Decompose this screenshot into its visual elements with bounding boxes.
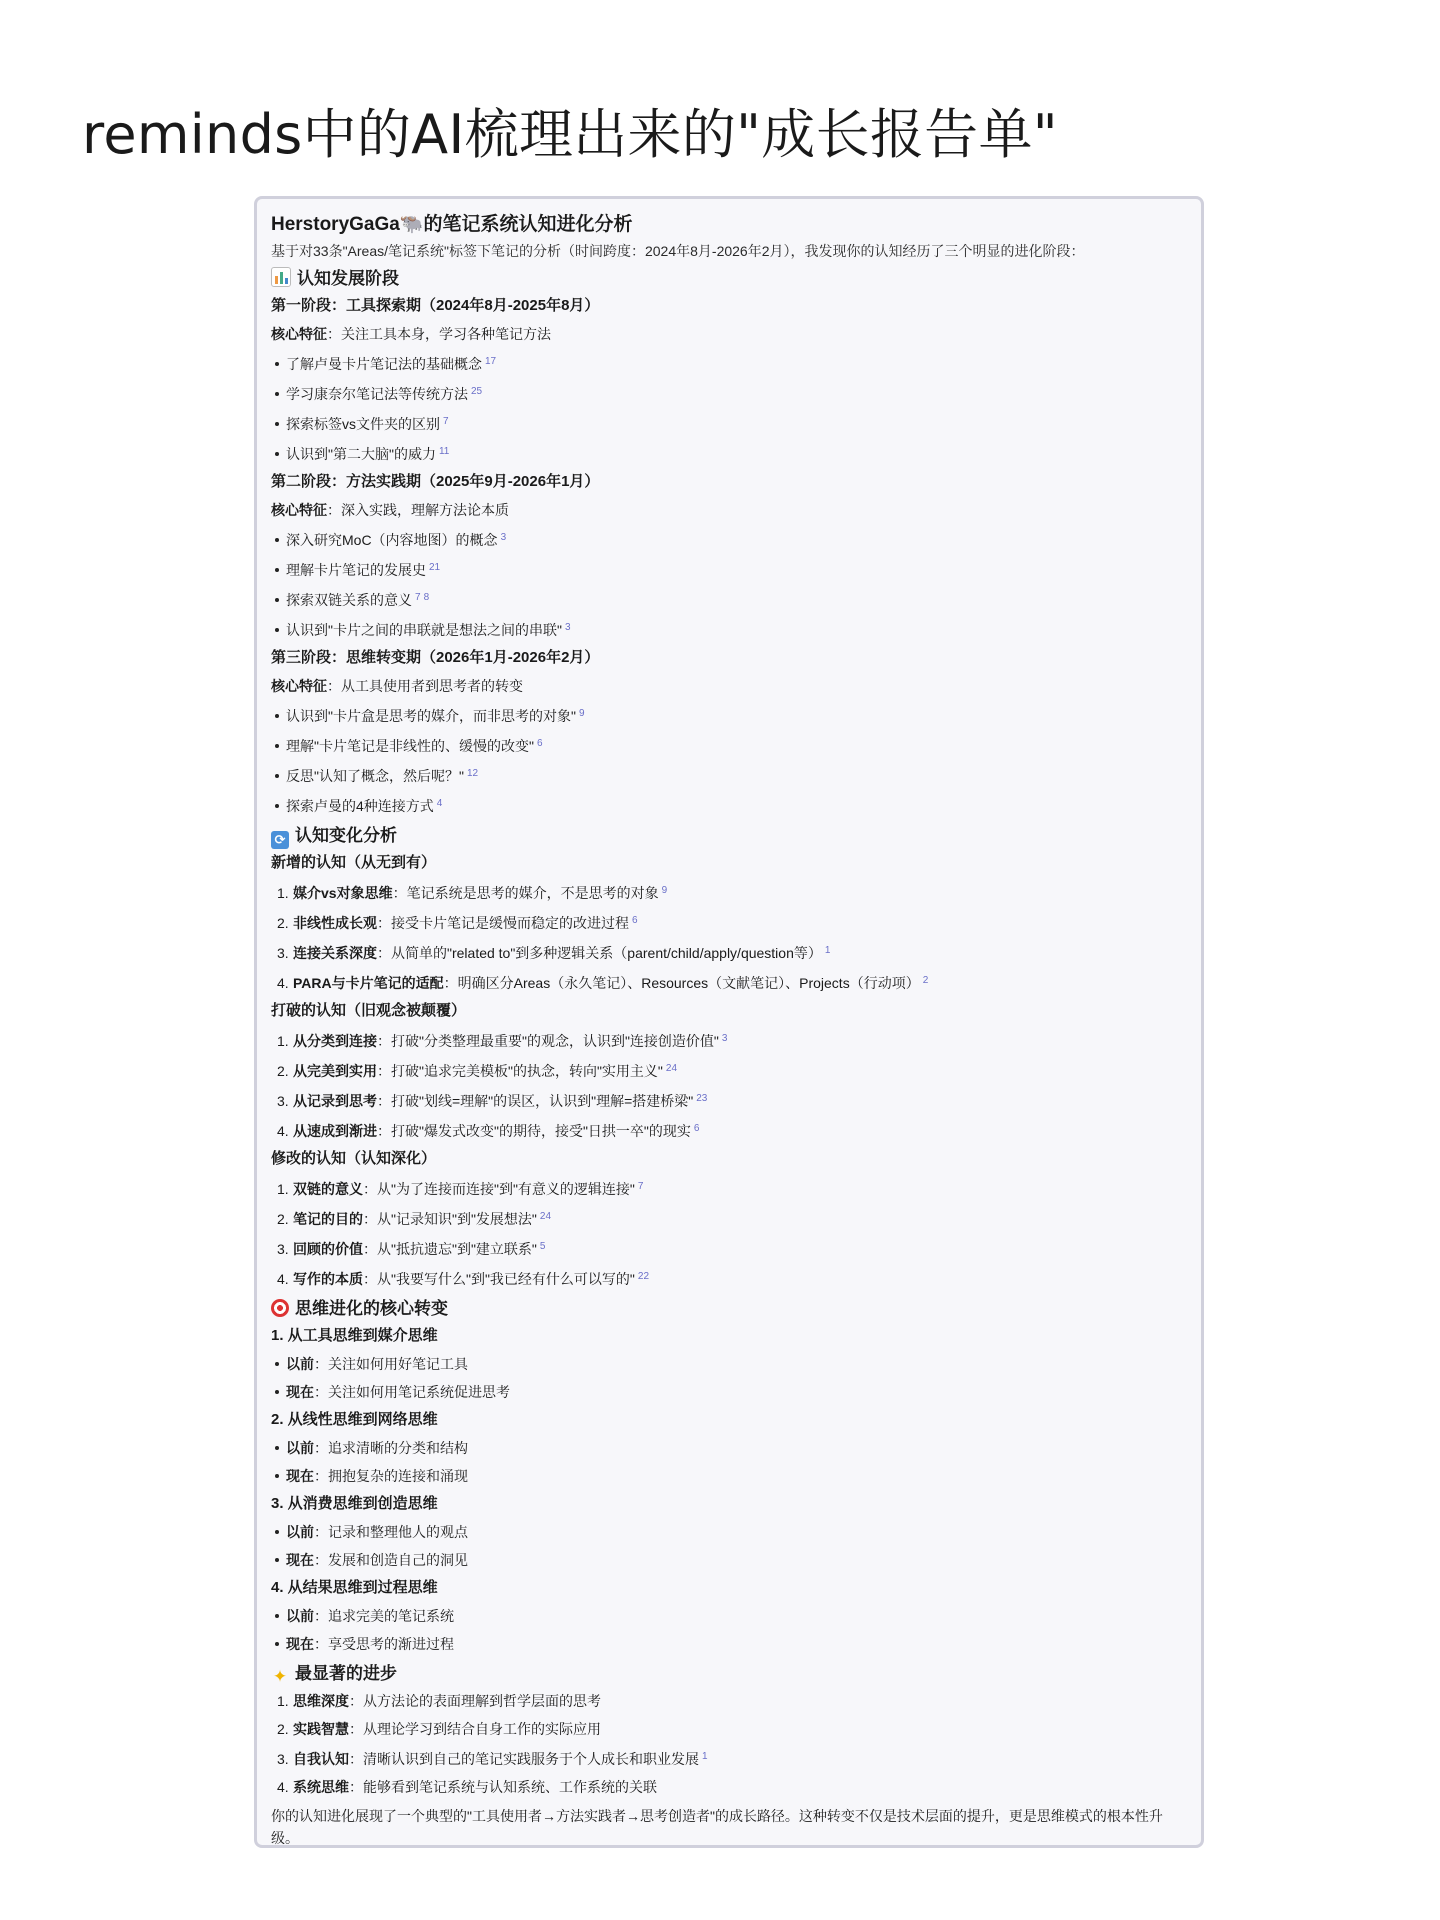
citation-ref[interactable]: 21 bbox=[429, 562, 441, 573]
page-title: reminds中的AI梳理出来的"成长报告单" bbox=[82, 103, 1058, 166]
stage1-title: 第一阶段：工具探索期（2024年8月-2025年8月） bbox=[271, 297, 600, 314]
list-item: 反思"认知了概念，然后呢？" $^{12}$ bbox=[271, 760, 1187, 790]
citation-ref[interactable]: 12 bbox=[466, 768, 479, 779]
stage2-feature: 核心特征：深入实践，理解方法论本质 bbox=[271, 502, 509, 518]
list-item: 以前：追求完美的笔记系统 bbox=[271, 1602, 1187, 1630]
list-item: 深入研究MoC（内容地图）的概念 $^3$ bbox=[271, 524, 1187, 554]
citation-ref[interactable]: 24 bbox=[665, 1063, 678, 1074]
list-item: 现在：享受思考的渐进过程 bbox=[271, 1630, 1187, 1658]
citation-ref[interactable]: 8 bbox=[423, 592, 430, 603]
list-item: 理解"卡片笔记是非线性的、缓慢的改变" $^6$ bbox=[271, 730, 1187, 760]
chart-icon bbox=[271, 267, 291, 287]
citation-ref[interactable]: 9 bbox=[661, 885, 668, 896]
list-item: 认识到"卡片盒是思考的媒介，而非思考的对象" $^9$ bbox=[271, 700, 1187, 730]
list-item: 4. PARA与卡片笔记的适配：明确区分Areas（永久笔记）、Resources（文献笔记）、Projects（行动项） $^2$ bbox=[277, 975, 929, 991]
list-item: 2. 笔记的目的：从"记录知识"到"发展想法" $^{24}$ bbox=[277, 1211, 552, 1227]
list-item: 理解卡片笔记的发展史 $^{21}$ bbox=[271, 554, 1187, 584]
list-item: 1. 思维深度：从方法论的表面理解到哲学层面的思考 bbox=[277, 1693, 601, 1709]
list-item: 1. 媒介vs对象思维：笔记系统是思考的媒介，不是思考的对象 $^9$ bbox=[277, 885, 668, 901]
list-item: 以前：追求清晰的分类和结构 bbox=[271, 1434, 1187, 1462]
citation-ref[interactable]: 3 bbox=[721, 1033, 728, 1044]
list-item: 了解卢曼卡片笔记法的基础概念 $^{17}$ bbox=[271, 348, 1187, 378]
citation-ref[interactable]: 22 bbox=[637, 1271, 650, 1282]
citation-ref[interactable]: 4 bbox=[436, 798, 443, 809]
list-item: 4. 系统思维：能够看到笔记系统与认知系统、工作系统的关联 bbox=[277, 1779, 657, 1795]
list-item: 4. 写作的本质：从"我要写什么"到"我已经有什么可以写的" $^{22}$ bbox=[277, 1271, 650, 1287]
citation-ref[interactable]: 6 bbox=[632, 915, 638, 926]
stage2-title: 第二阶段：方法实践期（2025年9月-2026年1月） bbox=[271, 473, 600, 490]
list-item: 探索双链关系的意义 $^7$ $^8$ bbox=[271, 584, 1187, 614]
citation-ref[interactable]: 17 bbox=[485, 356, 497, 367]
citation-ref[interactable]: 6 bbox=[536, 738, 543, 749]
list-item: 2. 实践智慧：从理论学习到结合自身工作的实际应用 bbox=[277, 1721, 601, 1737]
refresh-icon: ⟳ bbox=[271, 831, 289, 849]
star-icon: ✦ bbox=[272, 1667, 288, 1686]
section-stages bbox=[271, 265, 1187, 292]
list-item: 认识到"卡片之间的串联就是想法之间的串联" $^3$ bbox=[271, 614, 1187, 644]
list-item: 2. 从完美到实用：打破"追求完美模板"的执念，转向"实用主义" $^{24}$ bbox=[277, 1063, 678, 1079]
citation-ref[interactable]: 5 bbox=[539, 1241, 546, 1252]
list-item: 3. 从记录到思考：打破"划线=理解"的误区，认识到"理解=搭建桥梁" $^{23}$ bbox=[277, 1093, 708, 1109]
modified-title: 修改的认知（认知深化） bbox=[271, 1150, 437, 1167]
list-item: 现在：关注如何用笔记系统促进思考 bbox=[271, 1378, 1187, 1406]
citation-ref[interactable]: 7 bbox=[443, 416, 449, 427]
citation-ref[interactable]: 9 bbox=[578, 708, 585, 719]
closing-text: 你的认知进化展现了一个典型的"工具使用者→方法实践者→思考创造者"的成长路径。这种转变不仅是技术层面的提升，更是思维模式的根本性升级。 bbox=[271, 1808, 1163, 1846]
list-item: 探索标签vs文件夹的区别 $^7$ bbox=[271, 408, 1187, 438]
stage3-feature: 核心特征：从工具使用者到思考者的转变 bbox=[271, 678, 523, 694]
broken-title: 打破的认知（旧观念被颠覆） bbox=[271, 1002, 467, 1019]
citation-ref[interactable]: 23 bbox=[696, 1093, 708, 1104]
list-item: 1. 双链的意义：从"为了连接而连接"到"有意义的逻辑连接" $^7$ bbox=[277, 1181, 644, 1197]
list-item: 学习康奈尔笔记法等传统方法 $^{25}$ bbox=[271, 378, 1187, 408]
list-item: 认识到"第二大脑"的威力 $^{11}$ bbox=[271, 438, 1187, 468]
section-progress bbox=[271, 1660, 1187, 1687]
list-item: 4. 从速成到渐进：打破"爆发式改变"的期待，接受"日拱一卒"的现实 $^6$ bbox=[277, 1123, 700, 1139]
citation-ref[interactable]: 3 bbox=[500, 532, 507, 543]
shift-title: 3. 从消费思维到创造思维 bbox=[271, 1495, 438, 1512]
stage3-title: 第三阶段：思维转变期（2026年1月-2026年2月） bbox=[271, 649, 600, 666]
report-card bbox=[254, 196, 1204, 1848]
citation-ref[interactable]: 1 bbox=[702, 1751, 708, 1762]
section-title: 思维进化的核心转变 bbox=[295, 1299, 448, 1318]
stage1-feature: 核心特征：关注工具本身，学习各种笔记方法 bbox=[271, 326, 551, 342]
list-item: 3. 自我认知：清晰认识到自己的笔记实践服务于个人成长和职业发展 $^1$ bbox=[277, 1751, 708, 1767]
section-title: 认知发展阶段 bbox=[297, 269, 399, 288]
list-item: 2. 非线性成长观：接受卡片笔记是缓慢而稳定的改进过程 $^6$ bbox=[277, 915, 638, 931]
citation-ref[interactable]: 25 bbox=[471, 386, 483, 397]
list-item: 探索卢曼的4种连接方式 $^4$ bbox=[271, 790, 1187, 820]
citation-ref[interactable]: 11 bbox=[438, 446, 450, 457]
section-changes bbox=[271, 822, 1187, 849]
list-item: 3. 回顾的价值：从"抵抗遗忘"到"建立联系" $^5$ bbox=[277, 1241, 546, 1257]
list-item: 3. 连接关系深度：从简单的"related to"到多种逻辑关系（parent/child/apply/question等） $^1$ bbox=[277, 945, 831, 961]
shift-title: 2. 从线性思维到网络思维 bbox=[271, 1411, 438, 1428]
shift-title: 4. 从结果思维到过程思维 bbox=[271, 1579, 438, 1596]
target-icon bbox=[271, 1299, 289, 1317]
citation-ref[interactable]: 1 bbox=[824, 945, 831, 956]
list-item: 现在：发展和创造自己的洞见 bbox=[271, 1546, 1187, 1574]
shift-title: 1. 从工具思维到媒介思维 bbox=[271, 1327, 438, 1344]
citation-ref[interactable]: 7 bbox=[637, 1181, 644, 1192]
citation-ref[interactable]: 24 bbox=[539, 1211, 552, 1222]
new-title: 新增的认知（从无到有） bbox=[271, 854, 437, 871]
citation-ref[interactable]: 6 bbox=[693, 1123, 700, 1134]
list-item: 以前：关注如何用好笔记工具 bbox=[271, 1350, 1187, 1378]
intro-text: 基于对33条"Areas/笔记系统"标签下笔记的分析（时间跨度：2024年8月-2026年2月），我发现你的认知经历了三个明显的进化阶段： bbox=[271, 243, 1085, 259]
list-item: 现在：拥抱复杂的连接和涌现 bbox=[271, 1462, 1187, 1490]
section-core-shift bbox=[271, 1295, 1187, 1322]
section-title: 认知变化分析 bbox=[295, 826, 397, 845]
section-title: 最显著的进步 bbox=[295, 1664, 397, 1683]
citation-ref[interactable]: 3 bbox=[564, 622, 571, 633]
citation-ref[interactable]: 7 bbox=[415, 592, 421, 603]
list-item: 以前：记录和整理他人的观点 bbox=[271, 1518, 1187, 1546]
citation-ref[interactable]: 2 bbox=[922, 975, 929, 986]
card-title: HerstoryGaGa🐃的笔记系统认知进化分析 bbox=[271, 214, 633, 235]
list-item: 1. 从分类到连接：打破"分类整理最重要"的观念，认识到"连接创造价值" $^3$ bbox=[277, 1033, 728, 1049]
